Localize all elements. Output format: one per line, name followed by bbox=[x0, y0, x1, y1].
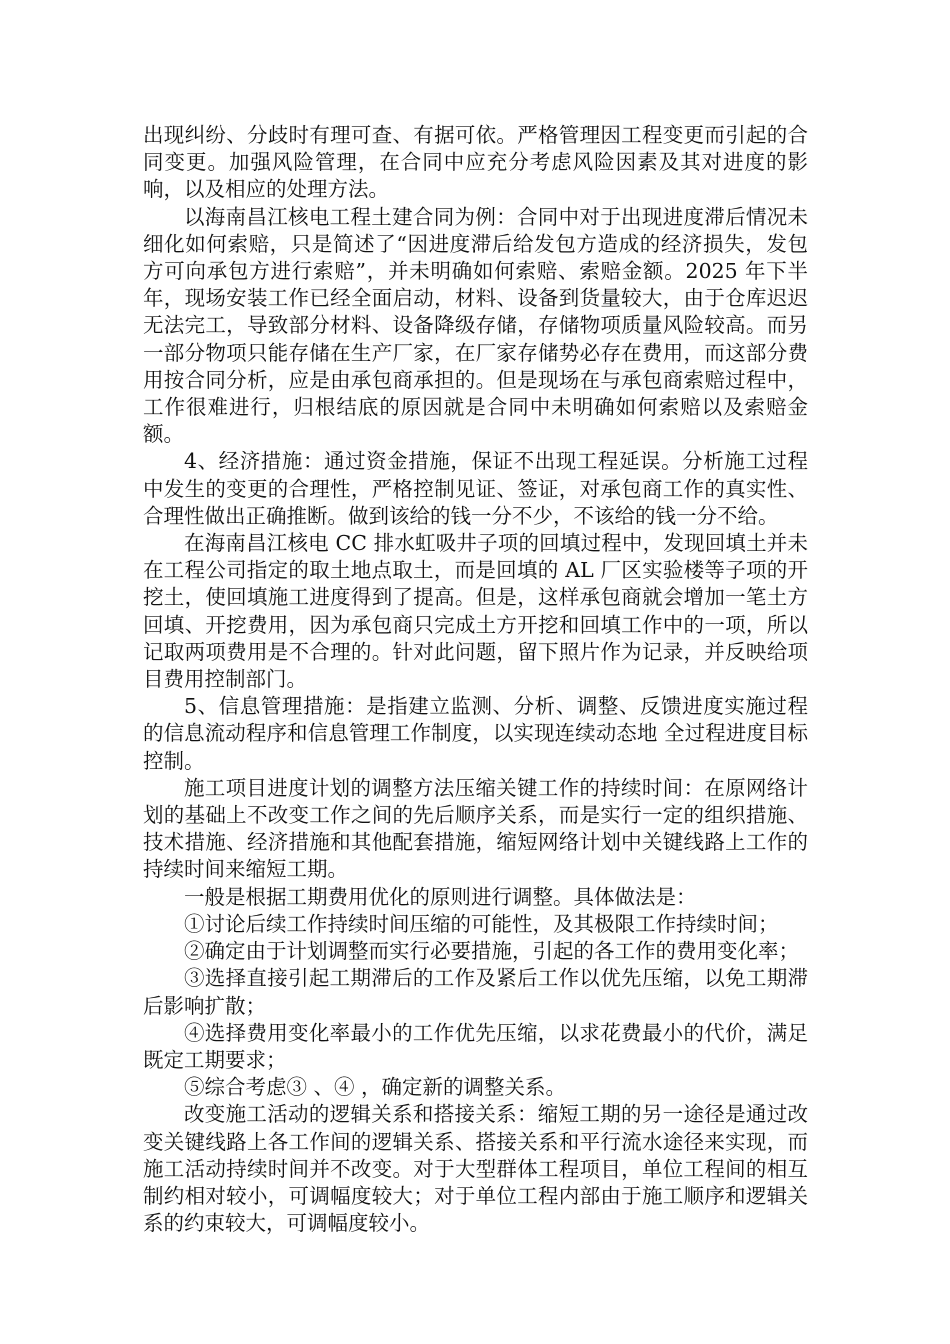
list-item-step-3: ③选择直接引起工期滞后的工作及紧后工作以优先压缩，以免工期滞后影响扩散； bbox=[143, 966, 808, 1018]
list-item-step-4: ④选择费用变化率最小的工作优先压缩，以求花费最小的代价，满足既定工期要求； bbox=[143, 1020, 808, 1072]
document-body bbox=[143, 122, 808, 1237]
list-item-step-5: ⑤综合考虑③ 、④ ，确定新的调整关系。 bbox=[184, 1075, 567, 1100]
paragraph-schedule-adjustment: 施工项目进度计划的调整方法压缩关键工作的持续时间：在原网络计划的基础上不改变工作之间的先后顺序关系，而是实行一定的组织措施、技术措施、经济措施和其他配套措施，缩短网络计划中关键线路上工作的持续时间来缩短工期。 bbox=[143, 775, 808, 882]
paragraph-changjiang-contract-example: 以海南昌江核电工程土建合同为例：合同中对于出现进度滞后情况未细化如何索赔，只是简述了“因进度滞后给发包方造成的经济损失，发包方可向承包方进行索赔”，并未明确如何索赔、索赔金额。2025 年下半年，现场安装工作已经全面启动，材料、设备到货量较大，由于仓库迟迟无法完工，导致部分材料、设备降级存储，存储物项质量风险较高。而另一部分物项只能存储在生产厂家，在厂家存储势必存在费用，而这部分费用按合同分析，应是由承包商承担的。但是现场在与承包商索赔过程中，工作很难进行，归根结底的原因就是合同中未明确如何索赔以及索赔金额。 bbox=[143, 204, 808, 447]
paragraph-backfill-example: 在海南昌江核电 CC 排水虹吸井子项的回填过程中，发现回填土并未在工程公司指定的取土地点取土，而是回填的 AL 厂区实验楼等子项的开挖土，使回填施工进度得到了提高。但是，这样承包商就会增加一笔土方回填、开挖费用，因为承包商只完成土方开挖和回填工作中的一项，所以记取两项费用是不合理的。针对此问题，留下照片作为记录，并反映给项目费用控制部门。 bbox=[143, 531, 808, 692]
list-item-step-1: ①讨论后续工作持续时间压缩的可能性，及其极限工作持续时间； bbox=[184, 911, 779, 936]
paragraph-economic-measures: 4、经济措施：通过资金措施，保证不出现工程延误。分析施工过程中发生的变更的合理性，严格控制见证、签证，对承包商工作的真实性、合理性做出正确推断。做到该给的钱一分不少，不该给的钱一分不给。 bbox=[143, 449, 808, 528]
paragraph-contract-management: 出现纠纷、分歧时有理可查、有据可依。严格管理因工程变更而引起的合同变更。加强风险管理，在合同中应充分考虑风险因素及其对进度的影响，以及相应的处理方法。 bbox=[143, 123, 808, 202]
list-item-step-2: ②确定由于计划调整而实行必要措施，引起的各工作的费用变化率； bbox=[184, 939, 799, 964]
paragraph-optimization-principle: 一般是根据工期费用优化的原则进行调整。具体做法是： bbox=[184, 884, 697, 909]
paragraph-information-measures: 5、信息管理措施：是指建立监测、分析、调整、反馈进度实施过程的信息流动程序和信息管理工作制度，以实现连续动态地 全过程进度目标控制。 bbox=[143, 694, 808, 773]
paragraph-logic-relationship: 改变施工活动的逻辑关系和搭接关系：缩短工期的另一途径是通过改变关键线路上各工作间的逻辑关系、搭接关系和平行流水途径来实现，而施工活动持续时间并不改变。对于大型群体工程项目，单位工程间的相互制约相对较小，可调幅度较大；对于单位工程内部由于施工顺序和逻辑关系的约束较大，可调幅度较小。 bbox=[143, 1102, 808, 1236]
